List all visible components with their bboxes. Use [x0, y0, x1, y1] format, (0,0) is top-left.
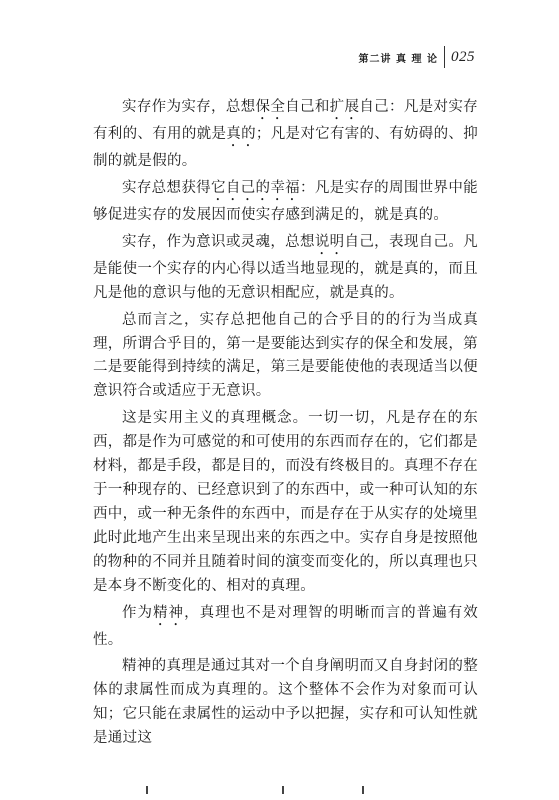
text-run: 作为: [122, 604, 154, 621]
chapter-title: 第二讲 真 理 论: [358, 53, 438, 65]
text-run: 自己：凡是对实存有利的、有用的就是: [93, 99, 478, 142]
paragraph: [93, 407, 478, 598]
text-run: 精神的真理是通过其对一个自身阐明而又自身封闭的整体的隶属性而成为真理的。这个整体不会作为对象而可认知；它只能在隶属性的运动中予以把握，实存和可认知性就是通过这: [93, 658, 478, 747]
emphasized-text: 真的: [226, 126, 256, 142]
scan-mark: [362, 786, 364, 794]
text-run: ，真理也不是对理智的明晰而言的普遍有效性。: [93, 604, 479, 648]
page-number: 025: [451, 48, 475, 65]
emphasized-text: 它自己的幸福: [211, 179, 300, 196]
text-run: 总而言之，实存总把他自己的合乎目的的行为当成真理，所谓合乎目的，第一是要能达到实存的保全和发展，第二是要能得到持续的满足，第三是要能使他的表现适当以便意识符合或适应于无意识。: [93, 311, 478, 400]
text-run: ；凡是对它有害的、有妨碍的、抑制的就是假的。: [93, 126, 479, 169]
text-run: 自己和: [285, 99, 330, 115]
header-divider: [444, 46, 445, 68]
emphasized-text: 保全: [255, 99, 286, 115]
emphasized-text: 扩展: [329, 99, 360, 115]
page-body: [93, 96, 478, 751]
text-run: 实存总想获得: [122, 179, 211, 196]
paragraph: [93, 96, 478, 174]
scan-mark: [146, 786, 148, 794]
text-run: 实存，作为意识或灵魂，总想: [122, 233, 315, 250]
running-header: [359, 46, 475, 68]
text-run: 实存作为实存，总想: [122, 99, 256, 115]
paragraph: [93, 231, 478, 306]
text-run: 这是实用主义的真理概念。一切一切，凡是存在的东西，都是作为可感觉的和可使用的东西而存在的，它们都是材料，都是手段，都是目的，而没有终极目的。真理不存在于一种现存的、已经意识到了的东西中，或一种可认知的东西中，或一种无条件的东西中，而是存在于从实存的处境里此时此地产生出来呈现出来的东西之中。实存自身是按照他的物种的不同并且随着时间的演变而变化的，所以真理也只是本身不断变化的、相对的真理。: [93, 410, 478, 594]
paragraph: [93, 309, 478, 405]
text-run: ：凡是实存的周围世界中能够促进实存的发展因而使实存感到满足的，就是真的。: [93, 179, 478, 223]
paragraph: [93, 177, 478, 228]
scan-mark: [282, 786, 284, 794]
emphasized-text: 精神: [153, 604, 185, 621]
paragraph: [93, 655, 478, 751]
emphasized-text: 说明: [314, 233, 345, 250]
paragraph: [93, 602, 478, 653]
text-run: 自己，表现自己。凡是能使一个实存的内心得以适当地显现的，就是真的，而且凡是他的意识与他的无意识相配应，就是真的。: [93, 233, 478, 301]
